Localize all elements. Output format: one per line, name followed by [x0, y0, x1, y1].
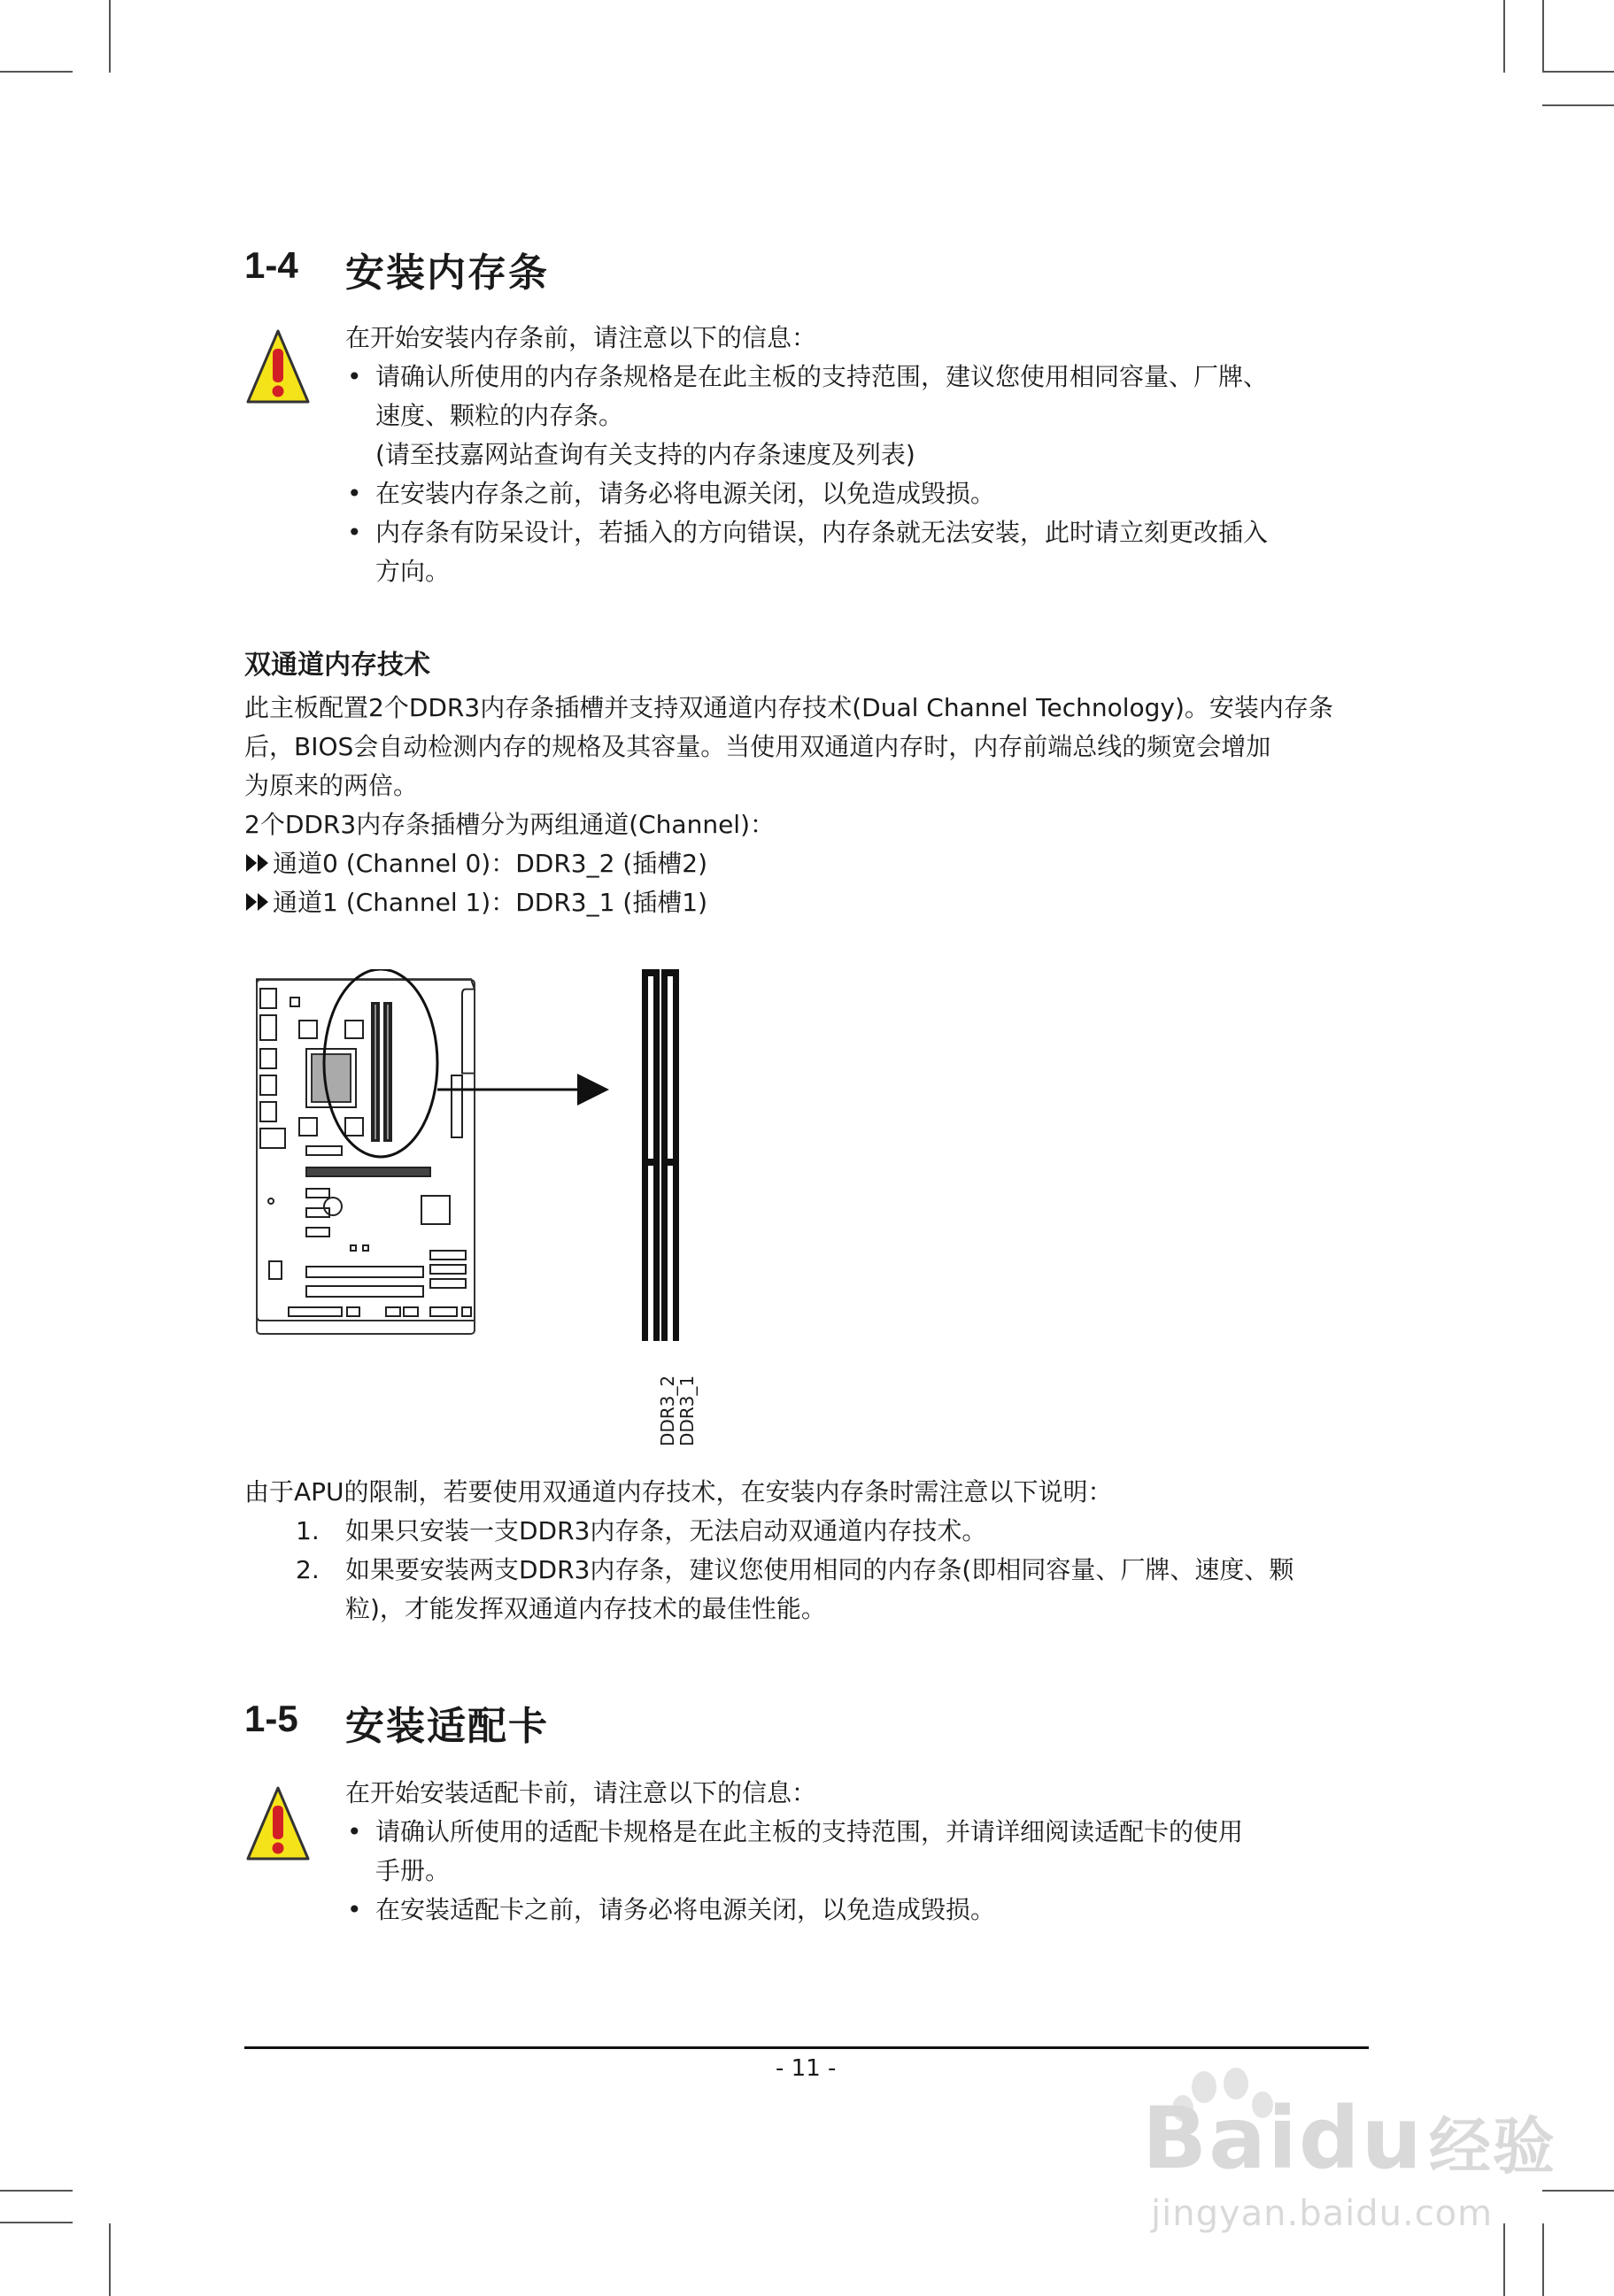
paragraph-line: 为原来的两倍。 — [244, 771, 419, 800]
footer-rule — [244, 2046, 1369, 2049]
section-number: 1-4 — [244, 244, 298, 286]
watermark-brand-text: Bai — [1142, 2089, 1299, 2188]
slot-labels — [655, 1372, 708, 1452]
subsection-heading: 双通道内存技术 — [244, 650, 430, 681]
page-number: - 11 - — [776, 2055, 837, 2082]
list-item: 粒)，才能发挥双通道内存技术的最佳性能。 — [345, 1594, 826, 1623]
double-arrow-icon — [246, 893, 271, 914]
slot-label: DDR3_1 — [676, 1375, 699, 1447]
list-number: 2. — [296, 1555, 320, 1584]
bullet-dot: • — [347, 1817, 362, 1846]
channel-item: 通道0 (Channel 0)：DDR3_2 (插槽2) — [273, 849, 707, 878]
list-item: 如果只安装一支DDR3内存条，无法启动双通道内存技术。 — [345, 1516, 987, 1545]
watermark-url: jingyan.baidu.com — [1151, 2193, 1494, 2234]
crop-mark — [1542, 2190, 1614, 2192]
bullet-text: 在安装适配卡之前，请务必将电源关闭，以免造成毁损。 — [375, 1895, 996, 1924]
crop-mark — [0, 71, 73, 73]
bullet-text: (请至技嘉网站查询有关支持的内存条速度及列表) — [375, 440, 915, 469]
crop-mark — [1542, 104, 1614, 106]
channels-intro: 2个DDR3内存条插槽分为两组通道(Channel)： — [244, 810, 776, 839]
apu-note-intro: 由于APU的限制，若要使用双通道内存技术，在安装内存条时需注意以下说明： — [244, 1477, 1113, 1506]
watermark-brand — [1142, 2089, 1556, 2188]
bullet-text: 内存条有防呆设计，若插入的方向错误，内存条就无法安装，此时请立刻更改插入 — [375, 518, 1269, 547]
warning-intro: 在开始安装内存条前，请注意以下的信息： — [345, 323, 817, 352]
section-title: 安装内存条 — [345, 250, 549, 296]
bullet-text: 方向。 — [375, 557, 451, 586]
section-title: 安装适配卡 — [345, 1704, 549, 1749]
list-item: 如果要安装两支DDR3内存条，建议您使用相同的内存条(即相同容量、厂牌、速度、颗 — [345, 1555, 1294, 1584]
bullet-text: 在安装内存条之前，请务必将电源关闭，以免造成毁损。 — [375, 479, 996, 508]
crop-mark — [1503, 2223, 1505, 2296]
slot-label: DDR3_2 — [657, 1375, 679, 1447]
motherboard-diagram — [253, 969, 873, 1344]
crop-mark — [1503, 0, 1505, 73]
crop-mark — [0, 2190, 73, 2192]
warning-icon — [246, 1784, 310, 1862]
bullet-text: 请确认所使用的适配卡规格是在此主板的支持范围，并请详细阅读适配卡的使用 — [375, 1817, 1244, 1846]
warning-icon — [246, 327, 310, 405]
list-number: 1. — [296, 1516, 320, 1545]
crop-mark — [0, 2222, 73, 2223]
bullet-dot: • — [347, 1895, 362, 1924]
bullet-dot: • — [347, 362, 362, 391]
watermark-brand-du: du — [1298, 2089, 1424, 2188]
paragraph-line: 后，BIOS会自动检测内存的规格及其容量。当使用双通道内存时，内存前端总线的频宽会增加 — [244, 732, 1271, 761]
bullet-text: 请确认所使用的内存条规格是在此主板的支持范围，建议您使用相同容量、厂牌、 — [375, 362, 1269, 391]
crop-mark — [1542, 0, 1544, 73]
bullet-dot: • — [347, 518, 362, 547]
channel-item: 通道1 (Channel 1)：DDR3_1 (插槽1) — [273, 888, 707, 917]
double-arrow-icon — [246, 854, 271, 875]
crop-mark — [109, 0, 111, 73]
warning-intro: 在开始安装适配卡前，请注意以下的信息： — [345, 1778, 817, 1807]
watermark-cn: 经验 — [1428, 2110, 1556, 2183]
bullet-dot: • — [347, 479, 362, 508]
section-number: 1-5 — [244, 1698, 298, 1739]
bullet-text: 手册。 — [375, 1856, 451, 1885]
paragraph-line: 此主板配置2个DDR3内存条插槽并支持双通道内存技术(Dual Channel Technology)。安装内存条 — [244, 693, 1333, 722]
bullet-text: 速度、颗粒的内存条。 — [375, 401, 624, 430]
crop-mark — [1542, 2223, 1544, 2296]
crop-mark — [109, 2223, 111, 2296]
crop-mark — [1542, 71, 1614, 73]
